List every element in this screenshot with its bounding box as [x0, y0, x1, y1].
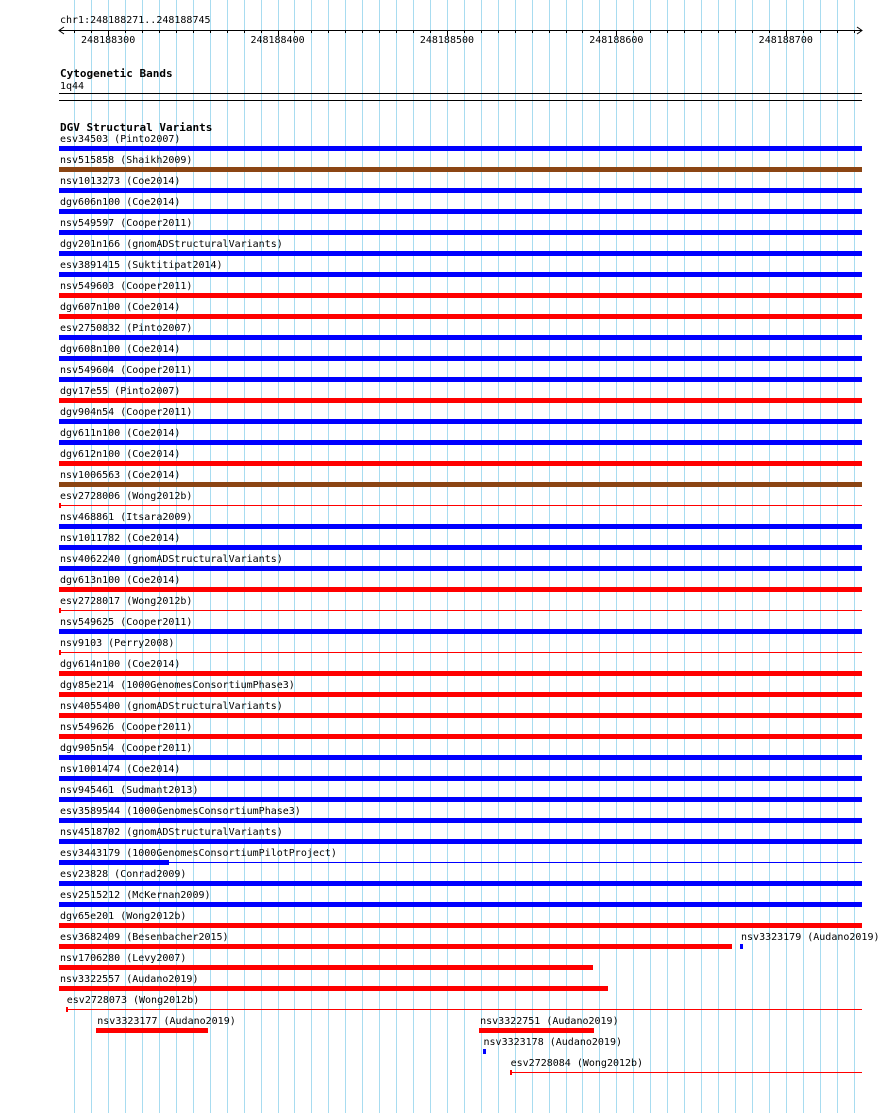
variant-bar[interactable] [59, 986, 608, 991]
feature-label[interactable]: esv3443179 (1000GenomesConsortiumPilotProject) [60, 848, 337, 859]
feature-label[interactable]: esv2750832 (Pinto2007) [60, 323, 193, 334]
feature-label[interactable]: nsv549603 (Cooper2011) [60, 281, 193, 292]
variant-bar[interactable] [483, 1049, 486, 1054]
variant-bar[interactable] [59, 713, 862, 718]
feature-label[interactable]: nsv549626 (Cooper2011) [60, 722, 193, 733]
feature-label[interactable]: esv2728006 (Wong2012b) [60, 491, 193, 502]
variant-bar-thick-segment[interactable] [59, 860, 169, 865]
feature-label[interactable]: nsv1006563 (Coe2014) [60, 470, 181, 481]
variant-bar[interactable] [59, 419, 862, 424]
variant-bar[interactable] [59, 461, 862, 466]
feature-label[interactable]: esv34503 (Pinto2007) [60, 134, 181, 145]
variant-bar[interactable] [59, 188, 862, 193]
feature-label[interactable]: esv2728017 (Wong2012b) [60, 596, 193, 607]
variant-bar[interactable] [59, 482, 862, 487]
variant-bar[interactable] [59, 902, 862, 907]
feature-label[interactable]: nsv1706280 (Levy2007) [60, 953, 187, 964]
feature-label[interactable]: nsv945461 (Sudmant2013) [60, 785, 199, 796]
feature-label[interactable]: nsv549625 (Cooper2011) [60, 617, 193, 628]
feature-label[interactable]: nsv515858 (Shaikh2009) [60, 155, 193, 166]
feature-label[interactable]: dgv606n100 (Coe2014) [60, 197, 181, 208]
variant-bar[interactable] [59, 293, 862, 298]
feature-label[interactable]: nsv3322751 (Audano2019) [480, 1016, 619, 1027]
feature-label[interactable]: nsv3323178 (Audano2019) [483, 1037, 622, 1048]
feature-label[interactable]: nsv4062240 (gnomADStructuralVariants) [60, 554, 283, 565]
feature-label[interactable]: nsv549604 (Cooper2011) [60, 365, 193, 376]
variant-bar[interactable] [59, 335, 862, 340]
variant-bar[interactable] [59, 881, 862, 886]
variant-bar[interactable] [59, 734, 862, 739]
variant-bar[interactable] [59, 923, 862, 928]
feature-label[interactable]: dgv613n100 (Coe2014) [60, 575, 181, 586]
variant-bar[interactable] [59, 776, 862, 781]
variant-start-marker [66, 1007, 68, 1012]
variant-bar[interactable] [59, 398, 862, 403]
feature-label[interactable]: dgv905n54 (Cooper2011) [60, 743, 193, 754]
variant-bar[interactable] [59, 566, 862, 571]
feature-label[interactable]: nsv9103 (Perry2008) [60, 638, 175, 649]
feature-label[interactable]: nsv4518702 (gnomADStructuralVariants) [60, 827, 283, 838]
variant-bar[interactable] [59, 505, 862, 506]
ruler-tick-label: 248188700 [758, 35, 813, 46]
cytoband-track-title[interactable]: Cytogenetic Bands [60, 67, 173, 80]
feature-label[interactable]: esv2728073 (Wong2012b) [66, 995, 200, 1006]
ruler-tick-label: 248188600 [589, 35, 644, 46]
feature-label[interactable]: dgv612n100 (Coe2014) [60, 449, 181, 460]
variant-bar[interactable] [59, 652, 862, 653]
cytoband-bar[interactable] [59, 93, 862, 94]
feature-label[interactable]: nsv549597 (Cooper2011) [60, 218, 193, 229]
variant-bar[interactable] [59, 944, 732, 949]
variant-bar[interactable] [59, 524, 862, 529]
feature-label[interactable]: nsv3323177 (Audano2019) [97, 1016, 236, 1027]
feature-label[interactable]: esv3682409 (Besenbacher2015) [60, 932, 229, 943]
variant-bar[interactable] [59, 314, 862, 319]
variant-bar[interactable] [59, 797, 862, 802]
variant-bar[interactable] [59, 251, 862, 256]
feature-label[interactable]: dgv904n54 (Cooper2011) [60, 407, 193, 418]
feature-label[interactable]: nsv4055400 (gnomADStructuralVariants) [60, 701, 283, 712]
feature-label[interactable]: nsv1011782 (Coe2014) [60, 533, 181, 544]
feature-label[interactable]: nsv3323179 (Audano2019) [741, 932, 880, 943]
variant-bar[interactable] [59, 965, 593, 970]
variant-bar[interactable] [59, 862, 862, 863]
feature-label[interactable]: dgv85e214 (1000GenomesConsortiumPhase3) [60, 680, 295, 691]
feature-label[interactable]: dgv65e201 (Wong2012b) [60, 911, 187, 922]
feature-label[interactable]: esv2728084 (Wong2012b) [510, 1058, 644, 1069]
feature-label[interactable]: dgv607n100 (Coe2014) [60, 302, 181, 313]
feature-label[interactable]: nsv3322557 (Audano2019) [60, 974, 199, 985]
variant-bar[interactable] [740, 944, 743, 949]
feature-label[interactable]: dgv614n100 (Coe2014) [60, 659, 181, 670]
variant-bar[interactable] [66, 1009, 862, 1010]
variant-start-marker [59, 608, 61, 613]
cytoband-label: 1q44 [60, 81, 85, 92]
variant-bar[interactable] [510, 1072, 862, 1073]
variant-bar[interactable] [96, 1028, 208, 1033]
feature-label[interactable]: esv3891415 (Suktitipat2014) [60, 260, 223, 271]
ruler-tick-label: 248188400 [250, 35, 305, 46]
feature-label[interactable]: nsv1001474 (Coe2014) [60, 764, 181, 775]
variant-bar[interactable] [59, 272, 862, 277]
feature-label[interactable]: dgv608n100 (Coe2014) [60, 344, 181, 355]
variant-bar[interactable] [59, 209, 862, 214]
coordinate-ruler [0, 0, 890, 60]
variant-bar[interactable] [59, 230, 862, 235]
feature-label[interactable]: dgv17e55 (Pinto2007) [60, 386, 181, 397]
feature-label[interactable]: dgv611n100 (Coe2014) [60, 428, 181, 439]
ruler-tick-label: 248188300 [81, 35, 136, 46]
feature-label[interactable]: nsv1013273 (Coe2014) [60, 176, 181, 187]
variant-bar[interactable] [59, 671, 862, 676]
variant-bar[interactable] [479, 1028, 594, 1033]
variant-bar[interactable] [59, 692, 862, 697]
feature-label[interactable]: nsv468861 (Itsara2009) [60, 512, 193, 523]
variant-bar[interactable] [59, 146, 862, 151]
variant-bar[interactable] [59, 377, 862, 382]
variant-bar[interactable] [59, 440, 862, 445]
variant-bar[interactable] [59, 755, 862, 760]
track-divider [59, 100, 862, 101]
variant-bar[interactable] [59, 167, 862, 172]
variant-start-marker [59, 503, 61, 508]
variant-start-marker [59, 650, 61, 655]
feature-label[interactable]: esv3589544 (1000GenomesConsortiumPhase3) [60, 806, 301, 817]
feature-label[interactable]: dgv201n166 (gnomADStructuralVariants) [60, 239, 283, 250]
variant-bar[interactable] [59, 839, 862, 844]
variant-bar[interactable] [59, 629, 862, 634]
variant-bar[interactable] [59, 610, 862, 611]
feature-label[interactable]: esv23828 (Conrad2009) [60, 869, 187, 880]
variant-bar[interactable] [59, 587, 862, 592]
variant-start-marker [510, 1070, 512, 1075]
variant-bar[interactable] [59, 818, 862, 823]
feature-label[interactable]: esv2515212 (McKernan2009) [60, 890, 211, 901]
variant-bar[interactable] [59, 545, 862, 550]
ruler-tick-label: 248188500 [419, 35, 475, 46]
variant-bar[interactable] [59, 356, 862, 361]
location-label: chr1:248188271..248188745 [60, 15, 211, 26]
dgv-track-title[interactable]: DGV Structural Variants [60, 121, 213, 134]
